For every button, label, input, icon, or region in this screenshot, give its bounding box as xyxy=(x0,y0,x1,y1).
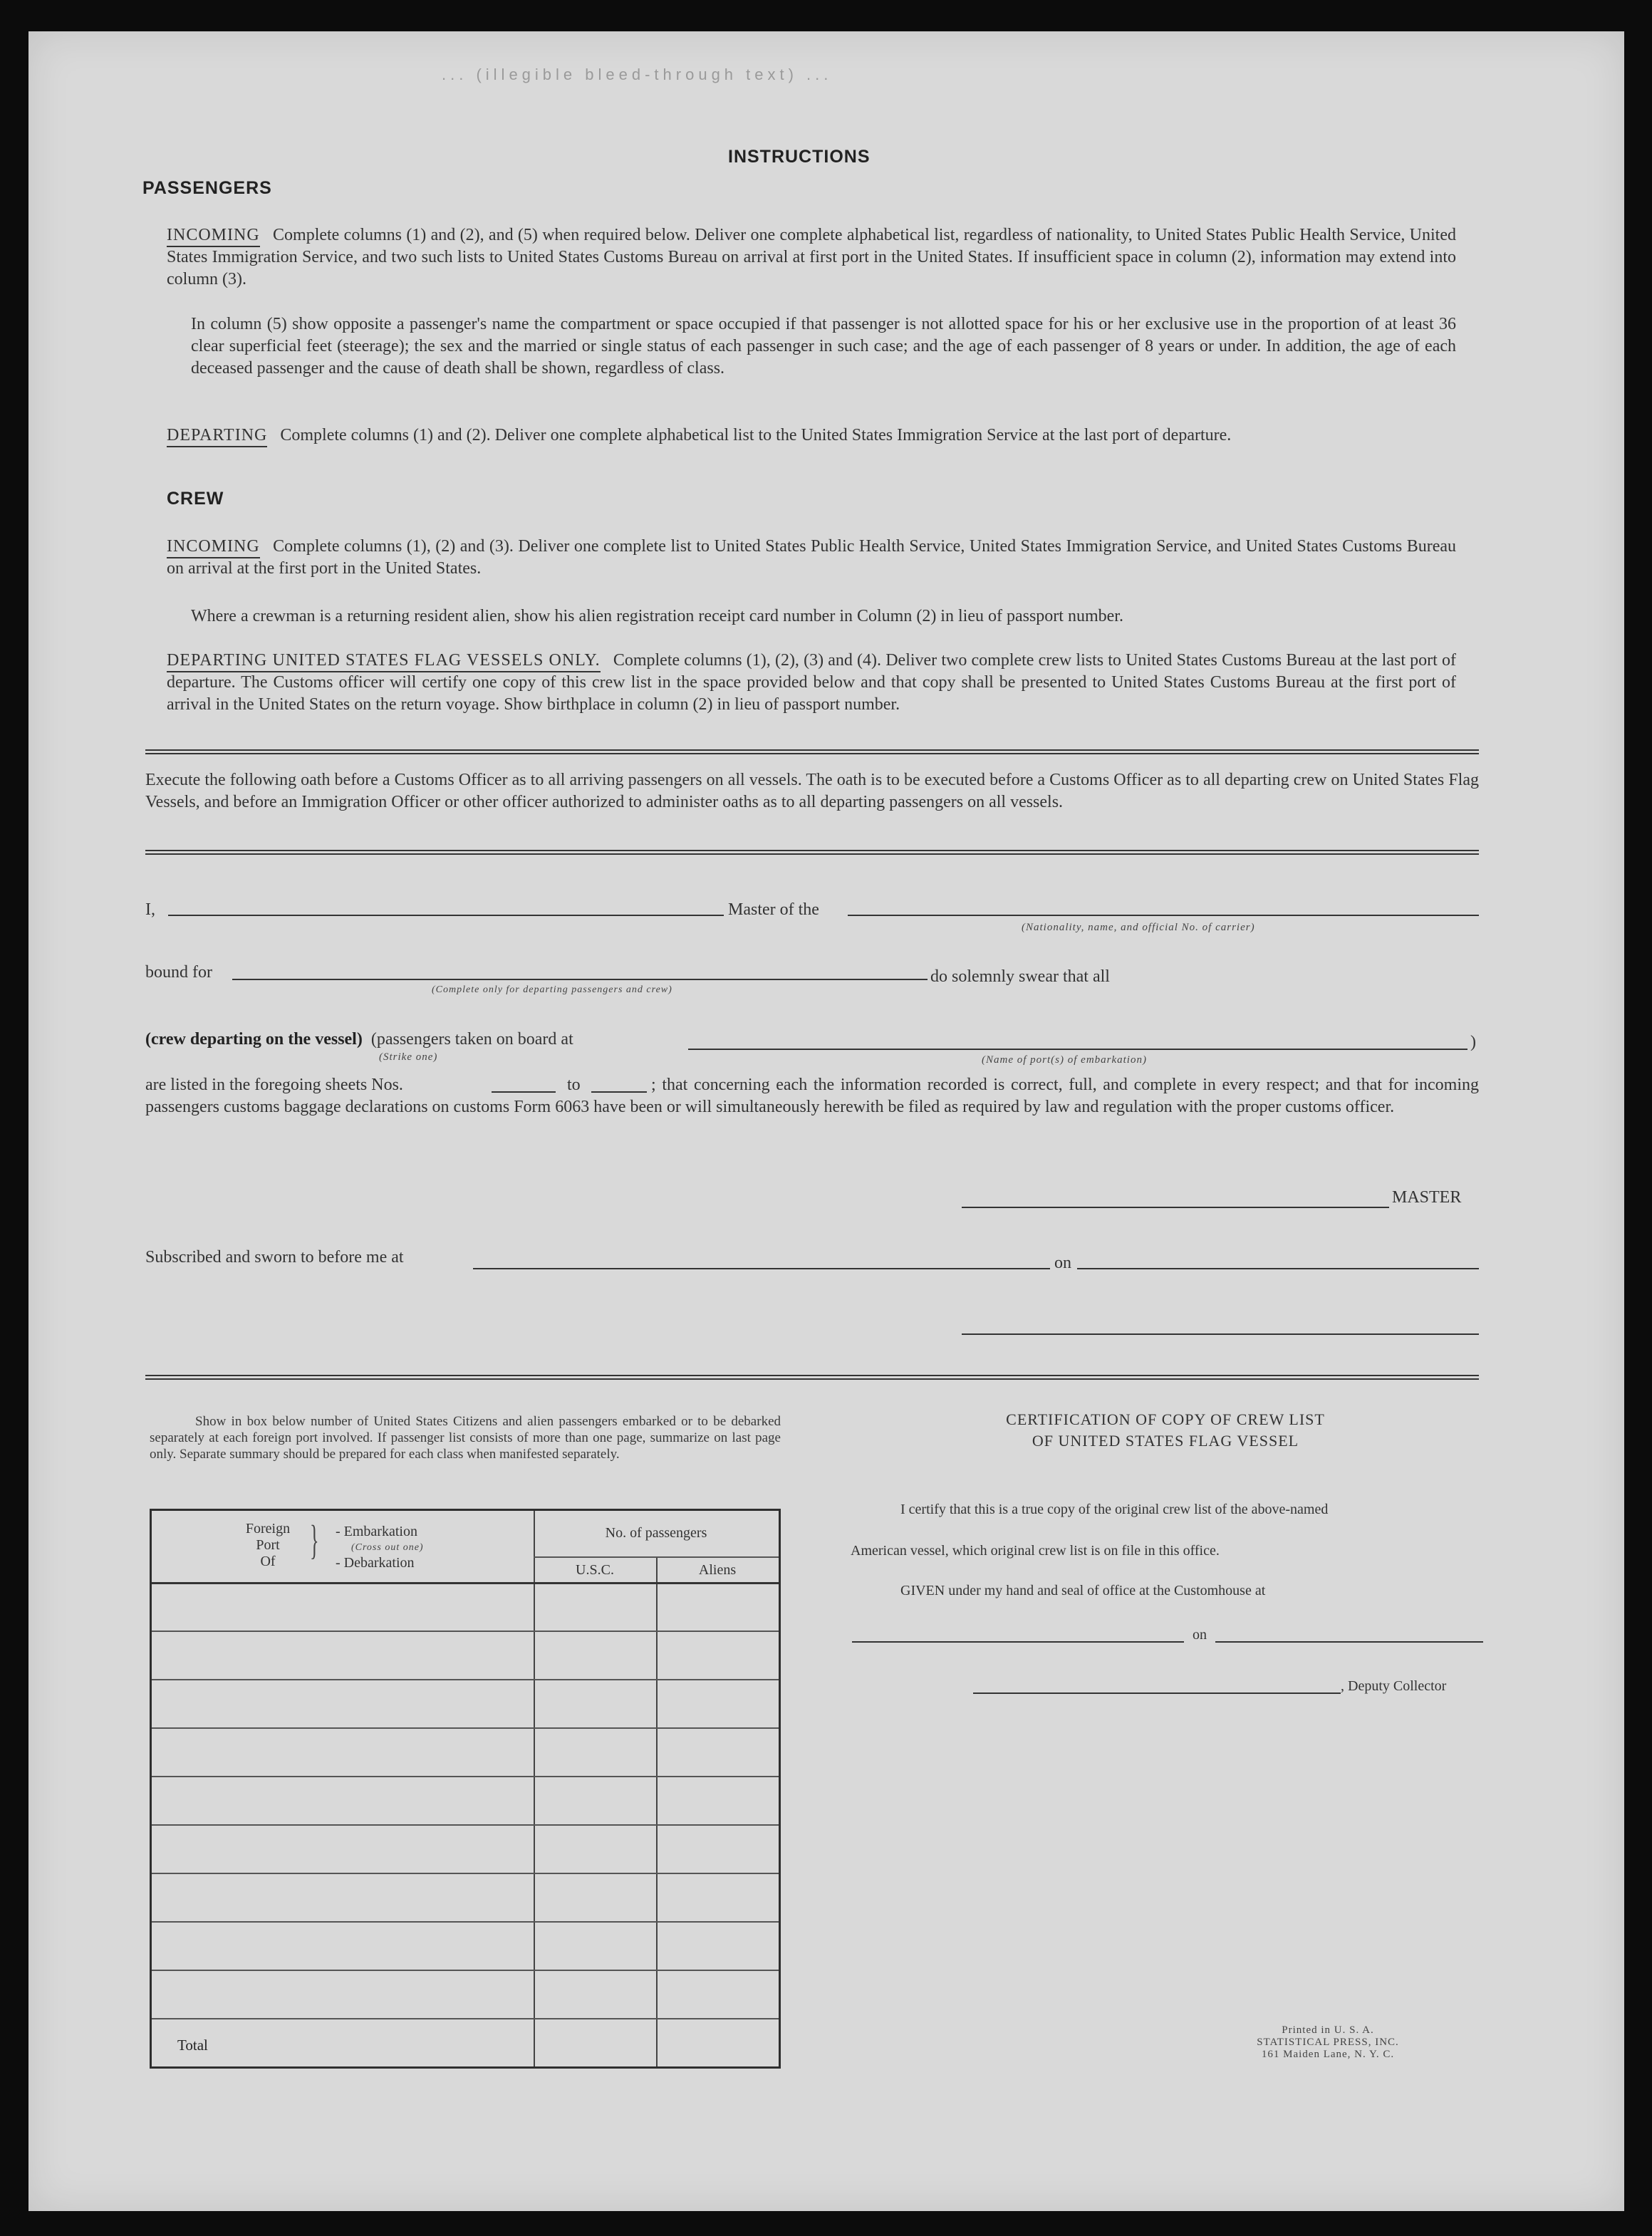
table-row-line xyxy=(152,1921,779,1923)
cert-date-line[interactable] xyxy=(1215,1641,1483,1643)
instructions-title: INSTRUCTIONS xyxy=(728,147,871,167)
customhouse-line[interactable] xyxy=(852,1641,1184,1643)
total-label: Total xyxy=(177,2037,208,2054)
foreign-port-header xyxy=(229,1521,307,1570)
table-row-line xyxy=(152,2018,779,2019)
master-signature-line[interactable] xyxy=(962,1207,1389,1208)
listed-to: to xyxy=(567,1076,581,1094)
oath-intro: Execute the following oath before a Customs Officer as to all arriving passengers on all vessels. The oath is to be executed before a Customs Officer as to all departing crew on United States Flag Vessels, and before an Immigration Officer or other officer authorized to administer oaths as to all departing passengers on all vessels. xyxy=(145,771,1479,811)
passenger-summary-table xyxy=(150,1509,781,2069)
port-caption: (Name of port(s) of embarkation) xyxy=(982,1054,1147,1066)
brace-icon: } xyxy=(310,1517,319,1563)
crew-incoming-text: Complete columns (1), (2) and (3). Deliver one complete list to United States Public Health Service, United States Immigration Service, and United States Customs Bureau on arrival at the first port in the United States. xyxy=(167,537,1457,578)
passengers-incoming-block xyxy=(167,224,1456,291)
foreign-label: Foreign xyxy=(245,1521,291,1536)
table-row-line xyxy=(152,1970,779,1971)
subscribed-label: Subscribed and sworn to before me at xyxy=(145,1248,404,1267)
master-label: MASTER xyxy=(1392,1188,1462,1207)
strike-caption: (Strike one) xyxy=(379,1051,438,1063)
sworn-date-line[interactable] xyxy=(1077,1268,1479,1269)
master-of-label: Master of the xyxy=(728,900,819,919)
table-col-divider-2 xyxy=(656,1556,658,2066)
bound-for-label: bound for xyxy=(145,963,212,982)
divider-2 xyxy=(145,850,1479,855)
passengers-taken-label: (passengers taken on board at xyxy=(370,1030,573,1049)
port-label: Port xyxy=(256,1537,280,1553)
master-name-line[interactable] xyxy=(168,915,724,916)
embark-port-line[interactable] xyxy=(688,1049,1467,1050)
cross-out-caption: (Cross out one) xyxy=(351,1542,424,1553)
carrier-line[interactable] xyxy=(848,915,1479,916)
of-label: Of xyxy=(260,1554,276,1569)
embarkation-label: - Embarkation xyxy=(336,1524,417,1539)
crew-incoming-block xyxy=(167,536,1456,580)
crew-flag-block xyxy=(167,650,1456,716)
table-row-line xyxy=(152,1679,779,1680)
certify-text-1: I certify that this is a true copy of the original crew list of the above-named xyxy=(900,1502,1329,1517)
passengers-heading: PASSENGERS xyxy=(142,178,272,198)
crew-resident-text: Where a crewman is a returning resident alien, show his alien registration receipt card number in Column (2) in lieu of passport number. xyxy=(191,607,1123,625)
crew-flag-text: Complete columns (1), (2), (3) and (4). Deliver two complete crew lists to United States Customs Bureau at the last port of departure. The Customs officer will certify one copy of this crew list in the space provided below and that copy shall be presented to United States Customs Bureau at the first port of arrival in the United States on the return voyage. Show birthplace in column (2) in lieu of passport number. xyxy=(167,651,1456,714)
certification-title-1: CERTIFICATION OF COPY OF CREW LIST xyxy=(1006,1410,1325,1428)
sworn-place-line[interactable] xyxy=(473,1268,1050,1269)
table-row-line xyxy=(152,1776,779,1777)
sworn-on-label: on xyxy=(1054,1254,1071,1272)
usc-header: U.S.C. xyxy=(576,1562,614,1578)
oath-i-label: I, xyxy=(145,900,155,919)
swear-label: do solemnly swear that all xyxy=(930,967,1110,986)
column5-text: In column (5) show opposite a passenger's name the compartment or space occupied if that passenger is not allotted space for his or her exclusive use in the proportion of at least 36 clear superficial feet (steerage); the sex and the married or single status of each passenger in such case; and the age of each passenger of 8 years or under. In addition, the age of each deceased passenger and the cause of death shall be shown, regardless of class. xyxy=(191,315,1456,378)
passengers-incoming-label: INCOMING xyxy=(167,226,260,247)
nationality-caption: (Nationality, name, and official No. of carrier) xyxy=(1022,922,1255,933)
deputy-collector-label: , Deputy Collector xyxy=(1341,1678,1447,1694)
debarkation-label: - Debarkation xyxy=(336,1555,415,1571)
bound-for-line[interactable] xyxy=(232,979,928,980)
oath-strike-block xyxy=(145,1029,573,1051)
table-row-line xyxy=(152,1631,779,1632)
table-header-bottom xyxy=(152,1582,779,1584)
table-row-line xyxy=(152,1727,779,1729)
listed-text-1: are listed in the foregoing sheets Nos. xyxy=(145,1076,403,1094)
table-row-line xyxy=(152,1873,779,1874)
table-subheader-line xyxy=(534,1556,779,1558)
crew-departing-label: (crew departing on the vessel) xyxy=(145,1030,363,1049)
deputy-signature-line[interactable] xyxy=(973,1692,1341,1694)
cert-on-label: on xyxy=(1193,1627,1207,1643)
summary-instructions: Show in box below number of United States Citizens and alien passengers embarked or to be debarked separately at each foreign port involved. If passenger list consists of more than one page, summarize on last page only. Separate summary should be prepared for each class when manifested separately. xyxy=(150,1414,781,1462)
crew-incoming-label: INCOMING xyxy=(167,537,260,558)
bleed-through-header: ... (illegible bleed-through text) ... xyxy=(442,66,833,83)
printer-imprint xyxy=(1230,2024,1426,2061)
bound-caption: (Complete only for departing passengers and crew) xyxy=(432,984,672,995)
passengers-departing-label: DEPARTING xyxy=(167,426,267,447)
passengers-departing-text: Complete columns (1) and (2). Deliver one complete alphabetical list to the United States Immigration Service at the last port of departure. xyxy=(280,426,1232,444)
divider-3 xyxy=(145,1375,1479,1380)
printer-line-3: 161 Maiden Lane, N. Y. C. xyxy=(1261,2049,1395,2060)
printer-line-1: Printed in U. S. A. xyxy=(1282,2024,1374,2036)
table-row-line xyxy=(152,1824,779,1826)
certify-text-2: American vessel, which original crew list is on file in this office. xyxy=(851,1543,1220,1559)
passengers-departing-block xyxy=(167,425,1456,447)
given-text: GIVEN under my hand and seal of office at the Customhouse at xyxy=(900,1583,1266,1598)
officer-signature-line[interactable] xyxy=(962,1333,1479,1335)
no-passengers-header: No. of passengers xyxy=(605,1525,707,1541)
passengers-incoming-text: Complete columns (1) and (2), and (5) when required below. Deliver one complete alphabetical list, regardless of nationality, to United States Public Health Service, United States Immigration Service, and two such lists to United States Customs Bureau on arrival at first port in the United States. If insufficient space in column (2), information may extend into column (3). xyxy=(167,226,1457,288)
certification-title-2: OF UNITED STATES FLAG VESSEL xyxy=(1032,1432,1299,1450)
printer-line-2: STATISTICAL PRESS, INC. xyxy=(1257,2037,1399,2048)
close-paren: ) xyxy=(1470,1033,1476,1051)
listed-text-2: ; that concerning each the information recorded is correct, full, and complete in every respect; and that for incoming passengers customs baggage declarations on customs Form 6063 have been or will simultaneously herewith be filed as required by law and regulation with the proper customs officer. xyxy=(145,1076,1479,1116)
table-col-divider-1 xyxy=(534,1511,535,2066)
certification-title xyxy=(852,1409,1479,1452)
crew-flag-label: DEPARTING UNITED STATES FLAG VESSELS ONLY. xyxy=(167,651,601,672)
crew-heading: CREW xyxy=(167,489,224,509)
aliens-header: Aliens xyxy=(698,1562,737,1578)
divider-1 xyxy=(145,749,1479,754)
